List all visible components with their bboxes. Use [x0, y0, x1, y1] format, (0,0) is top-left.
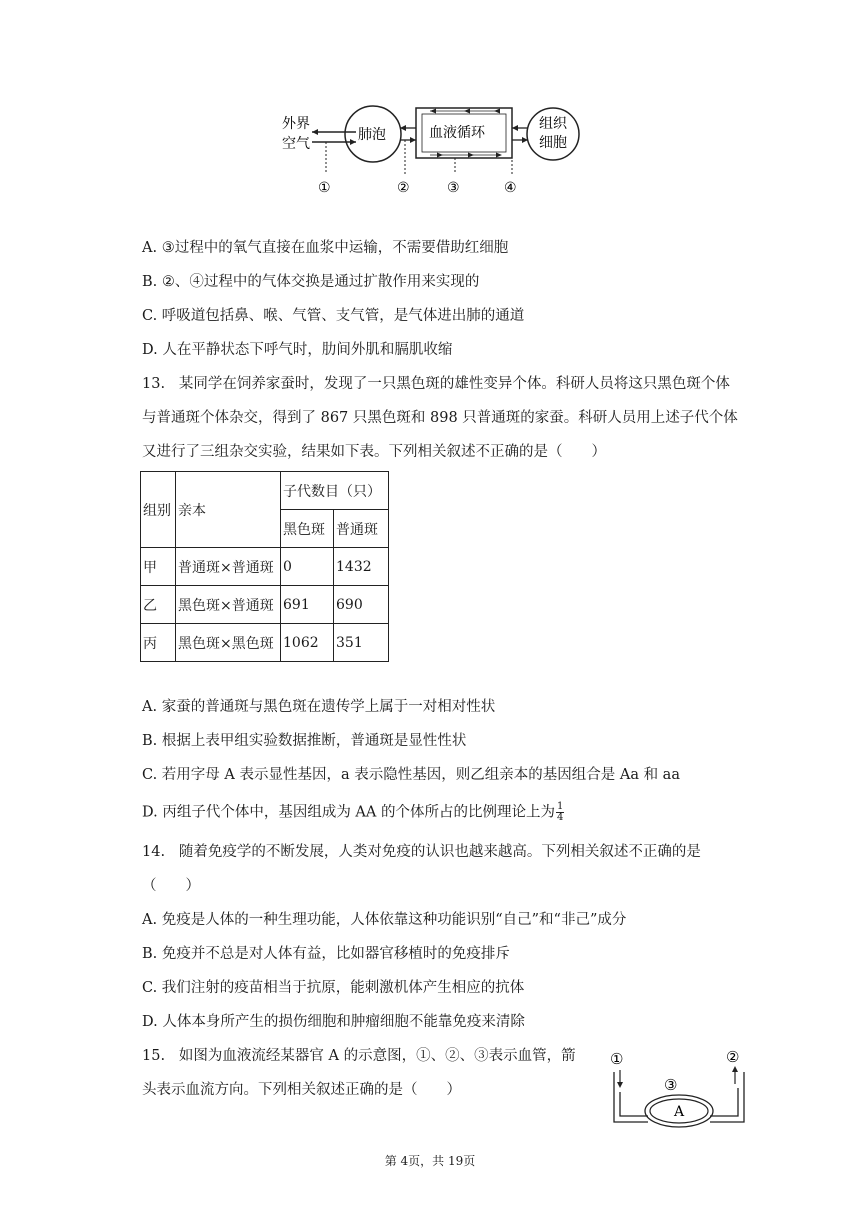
question-15-line1: 15. 如图为血液流经某器官 A 的示意图，①、②、③表示血管，箭 — [142, 1048, 576, 1064]
vessel-1-label: ① — [610, 1050, 624, 1068]
blood-circulation-label: 血液循环 — [429, 125, 485, 141]
question-13-line1: 13. 某同学在饲养家蚕时，发现了一只黑色斑的雄性变异个体。科研人员将这只黑色斑个体 — [142, 376, 730, 392]
option-a: A. ③过程中的氧气直接在血浆中运输，不需要借助红细胞 — [142, 240, 509, 256]
table-row — [141, 586, 389, 624]
question-13-line3: 又进行了三组杂交实验，结果如下表。下列相关叙述不正确的是（ ） — [142, 444, 606, 460]
table-cell: 黑色斑×黑色斑 — [176, 624, 281, 662]
diagram-number-2: ② — [397, 180, 410, 196]
table-cell: 1062 — [281, 624, 334, 662]
diagram-number-1: ① — [318, 180, 331, 196]
q14-option-a: A. 免疫是人体的一种生理功能，人体依靠这种功能识别“自己”和“非己”成分 — [142, 912, 627, 928]
table-cell: 普通斑×普通斑 — [176, 548, 281, 586]
option-b: B. ②、④过程中的气体交换是通过扩散作用来实现的 — [142, 274, 480, 290]
q14-option-c: C. 我们注射的疫苗相当于抗原，能刺激机体产生相应的抗体 — [142, 980, 525, 996]
q13-option-d: D. 丙组子代个体中，基因组成为 AA 的个体所占的比例理论上为 $\frac{1}{4}$ — [142, 801, 564, 823]
q14-option-b: B. 免疫并不总是对人体有益，比如器官移植时的免疫排斥 — [142, 946, 510, 962]
table-cell: 690 — [334, 586, 389, 624]
question-15-line2: 头表示血流方向。下列相关叙述正确的是（ ） — [142, 1082, 461, 1098]
table-cell: 1432 — [334, 548, 389, 586]
vessel-2-label: ② — [726, 1048, 740, 1066]
diagram-number-4: ④ — [504, 180, 517, 196]
outside-air-label: 外界 — [282, 116, 310, 132]
q14-option-d: D. 人体本身所产生的损伤细胞和肿瘤细胞不能靠免疫来清除 — [142, 1014, 525, 1030]
q13-option-b: B. 根据上表甲组实验数据推断，普通斑是显性性状 — [142, 733, 467, 749]
organ-a-label: A — [674, 1104, 685, 1120]
table-header-parent: 亲本 — [176, 472, 281, 548]
respiration-diagram — [270, 98, 600, 208]
question-14-line2: （ ） — [142, 878, 200, 894]
table-cell: 351 — [334, 624, 389, 662]
page-footer: 第 4页，共 19页 — [384, 1154, 476, 1168]
fraction: $\frac{1}{4}$ — [557, 801, 564, 823]
table-cell: 黑色斑×普通斑 — [176, 586, 281, 624]
cross-results-table — [140, 471, 389, 662]
alveoli-label: 肺泡 — [358, 127, 386, 143]
table-cell: 691 — [281, 586, 334, 624]
table-row — [141, 624, 389, 662]
table-cell: 乙 — [141, 586, 176, 624]
outside-air-label-2: 空气 — [282, 136, 310, 152]
q13-option-a: A. 家蚕的普通斑与黑色斑在遗传学上属于一对相对性状 — [142, 699, 496, 715]
table-header-group: 组别 — [141, 472, 176, 548]
q13-option-c: C. 若用字母 A 表示显性基因，a 表示隐性基因，则乙组亲本的基因组合是 Aa 和 aa — [142, 767, 680, 783]
option-d: D. 人在平静状态下呼气时，肋间外肌和膈肌收缩 — [142, 342, 453, 358]
table-header-offspring: 子代数目（只） — [281, 472, 389, 510]
table-row — [141, 548, 389, 586]
organ-blood-flow-diagram — [604, 1044, 754, 1136]
table-header-black: 黑色斑 — [281, 510, 334, 548]
table-cell: 0 — [281, 548, 334, 586]
table-header-normal: 普通斑 — [334, 510, 389, 548]
option-c: C. 呼吸道包括鼻、喉、气管、支气管，是气体进出肺的通道 — [142, 308, 525, 324]
tissue-cell-label-2: 细胞 — [539, 135, 567, 151]
vessel-3-label: ③ — [664, 1076, 678, 1094]
question-13-line2: 与普通斑个体杂交，得到了 867 只黑色斑和 898 只普通斑的家蚕。科研人员用上述子代个体 — [142, 410, 738, 426]
tissue-cell-label: 组织 — [539, 116, 567, 132]
question-14-line1: 14. 随着免疫学的不断发展，人类对免疫的认识也越来越高。下列相关叙述不正确的是 — [142, 844, 701, 860]
table-cell: 丙 — [141, 624, 176, 662]
table-cell: 甲 — [141, 548, 176, 586]
diagram-number-3: ③ — [447, 180, 460, 196]
